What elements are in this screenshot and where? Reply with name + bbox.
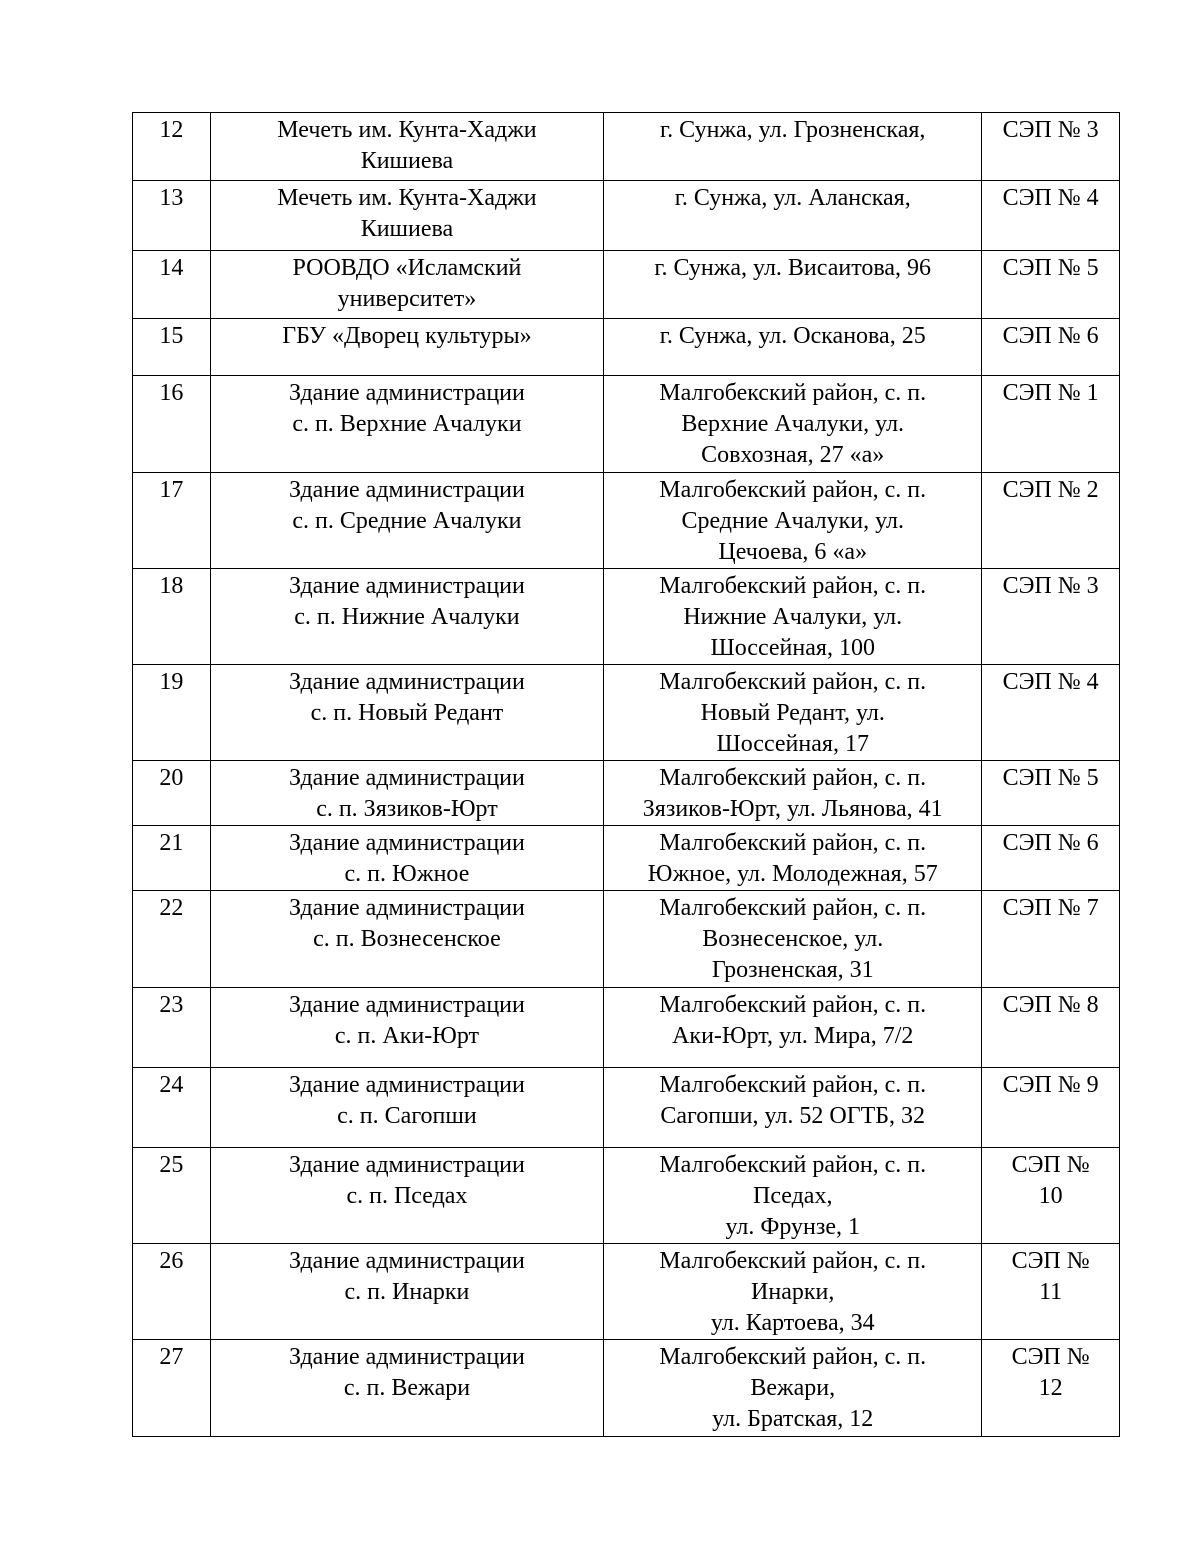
site-name-cell: РООВДО «Исламский университет»: [210, 251, 604, 319]
row-number-cell: 16: [133, 376, 211, 473]
table-row: [133, 181, 1120, 251]
site-address-cell: Малгобекский район, с. п. Пседах, ул. Фрунзе, 1: [604, 1148, 982, 1244]
table-row: [133, 1068, 1120, 1148]
site-name-cell: Здание администрации с. п. Верхние Ачалуки: [210, 376, 604, 473]
site-address-cell: Малгобекский район, с. п. Новый Редант, ул. Шоссейная, 17: [604, 665, 982, 761]
site-name-cell: Здание администрации с. п. Вознесенское: [210, 891, 604, 988]
station-code-cell: СЭП № 6: [982, 826, 1120, 891]
station-code-cell: СЭП № 6: [982, 319, 1120, 376]
station-code-cell: СЭП № 11: [982, 1244, 1120, 1340]
table-row: [133, 113, 1120, 181]
station-code-cell: СЭП № 8: [982, 988, 1120, 1068]
site-name-cell: ГБУ «Дворец культуры»: [210, 319, 604, 376]
site-address-cell: Малгобекский район, с. п. Зязиков-Юрт, ул. Льянова, 41: [604, 761, 982, 826]
site-name-cell: Здание администрации с. п. Новый Редант: [210, 665, 604, 761]
site-address-cell: г. Сунжа, ул. Висаитова, 96: [604, 251, 982, 319]
row-number-cell: 20: [133, 761, 211, 826]
station-code-cell: СЭП № 5: [982, 761, 1120, 826]
table-body: [133, 113, 1120, 1437]
row-number-cell: 12: [133, 113, 211, 181]
site-name-cell: Мечеть им. Кунта-Хаджи Кишиева: [210, 113, 604, 181]
site-address-cell: Малгобекский район, с. п. Средние Ачалуки, ул. Цечоева, 6 «а»: [604, 473, 982, 569]
table-row: [133, 251, 1120, 319]
station-code-cell: СЭП № 2: [982, 473, 1120, 569]
table-row: [133, 473, 1120, 569]
station-code-cell: СЭП № 12: [982, 1340, 1120, 1437]
row-number-cell: 17: [133, 473, 211, 569]
site-address-cell: Малгобекский район, с. п. Вежари, ул. Братская, 12: [604, 1340, 982, 1437]
station-code-cell: СЭП № 4: [982, 181, 1120, 251]
site-address-cell: Малгобекский район, с. п. Вознесенское, ул. Грозненская, 31: [604, 891, 982, 988]
site-address-cell: Малгобекский район, с. п. Аки-Юрт, ул. Мира, 7/2: [604, 988, 982, 1068]
site-name-cell: Здание администрации с. п. Инарки: [210, 1244, 604, 1340]
site-name-cell: Здание администрации с. п. Южное: [210, 826, 604, 891]
site-name-cell: Здание администрации с. п. Зязиков-Юрт: [210, 761, 604, 826]
polling-stations-table: [132, 112, 1120, 1437]
site-name-cell: Здание администрации с. п. Сагопши: [210, 1068, 604, 1148]
site-address-cell: г. Сунжа, ул. Аланская,: [604, 181, 982, 251]
row-number-cell: 19: [133, 665, 211, 761]
table-row: [133, 826, 1120, 891]
row-number-cell: 21: [133, 826, 211, 891]
table-row: [133, 1244, 1120, 1340]
row-number-cell: 13: [133, 181, 211, 251]
table-row: [133, 988, 1120, 1068]
station-code-cell: СЭП № 10: [982, 1148, 1120, 1244]
row-number-cell: 14: [133, 251, 211, 319]
site-name-cell: Здание администрации с. п. Средние Ачалуки: [210, 473, 604, 569]
table-row: [133, 1148, 1120, 1244]
row-number-cell: 18: [133, 569, 211, 665]
site-address-cell: Малгобекский район, с. п. Южное, ул. Молодежная, 57: [604, 826, 982, 891]
site-address-cell: Малгобекский район, с. п. Верхние Ачалуки, ул. Совхозная, 27 «а»: [604, 376, 982, 473]
row-number-cell: 26: [133, 1244, 211, 1340]
table-row: [133, 665, 1120, 761]
table-row: [133, 1340, 1120, 1437]
row-number-cell: 27: [133, 1340, 211, 1437]
table-row: [133, 376, 1120, 473]
site-name-cell: Мечеть им. Кунта-Хаджи Кишиева: [210, 181, 604, 251]
station-code-cell: СЭП № 1: [982, 376, 1120, 473]
site-name-cell: Здание администрации с. п. Вежари: [210, 1340, 604, 1437]
station-code-cell: СЭП № 3: [982, 113, 1120, 181]
row-number-cell: 22: [133, 891, 211, 988]
table-row: [133, 891, 1120, 988]
site-name-cell: Здание администрации с. п. Нижние Ачалуки: [210, 569, 604, 665]
station-code-cell: СЭП № 7: [982, 891, 1120, 988]
station-code-cell: СЭП № 5: [982, 251, 1120, 319]
station-code-cell: СЭП № 4: [982, 665, 1120, 761]
row-number-cell: 15: [133, 319, 211, 376]
station-code-cell: СЭП № 3: [982, 569, 1120, 665]
row-number-cell: 25: [133, 1148, 211, 1244]
table-row: [133, 761, 1120, 826]
site-address-cell: г. Сунжа, ул. Грозненская,: [604, 113, 982, 181]
table-row: [133, 569, 1120, 665]
site-address-cell: Малгобекский район, с. п. Инарки, ул. Картоева, 34: [604, 1244, 982, 1340]
row-number-cell: 23: [133, 988, 211, 1068]
site-address-cell: г. Сунжа, ул. Осканова, 25: [604, 319, 982, 376]
site-name-cell: Здание администрации с. п. Аки-Юрт: [210, 988, 604, 1068]
table-row: [133, 319, 1120, 376]
site-address-cell: Малгобекский район, с. п. Нижние Ачалуки, ул. Шоссейная, 100: [604, 569, 982, 665]
site-address-cell: Малгобекский район, с. п. Сагопши, ул. 52 ОГТБ, 32: [604, 1068, 982, 1148]
station-code-cell: СЭП № 9: [982, 1068, 1120, 1148]
row-number-cell: 24: [133, 1068, 211, 1148]
site-name-cell: Здание администрации с. п. Пседах: [210, 1148, 604, 1244]
